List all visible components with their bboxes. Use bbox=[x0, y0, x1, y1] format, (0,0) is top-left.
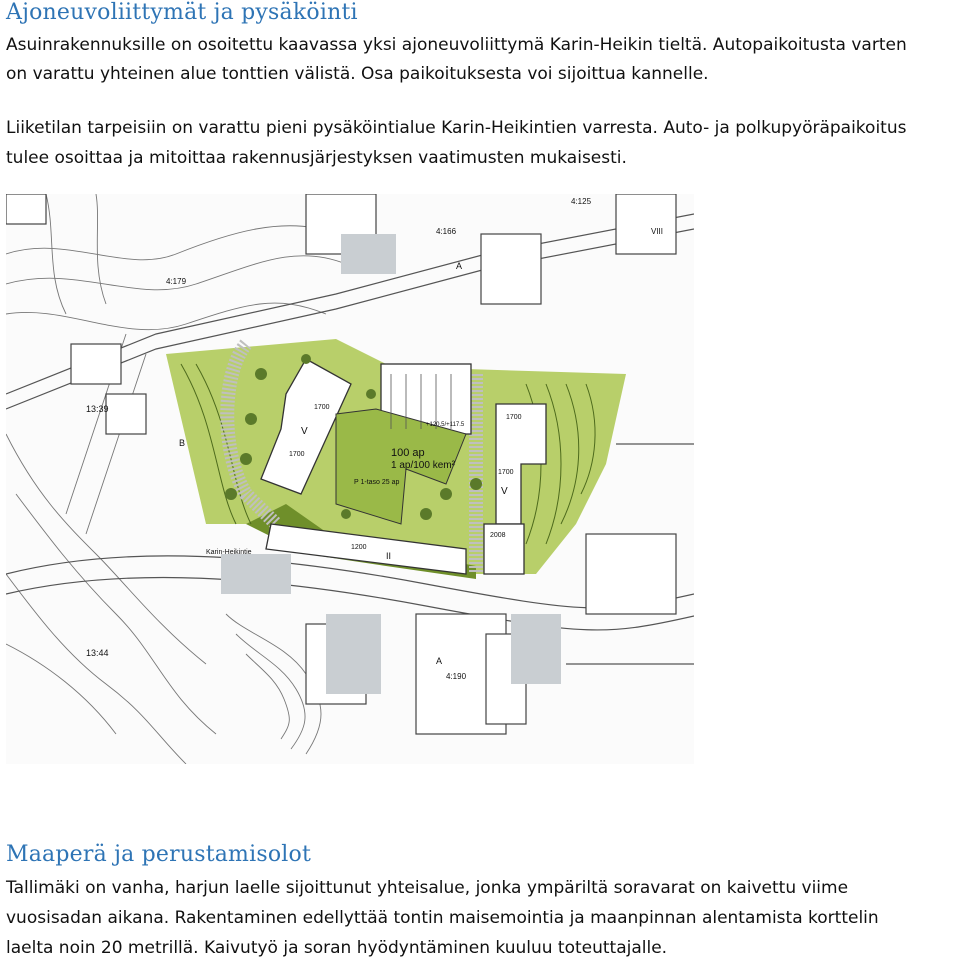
map-label-parking-total: 100 ap bbox=[391, 447, 425, 459]
paragraph-line: Tallimäki on vanha, harjun laelle sijoittunut yhteisalue, jonka ympäriltä soravarat on kaivettu viime bbox=[6, 878, 849, 898]
map-label-letter: A bbox=[436, 656, 443, 666]
map-label-road: Karin-Heikintie bbox=[206, 549, 252, 556]
map-label-building: 1700 bbox=[289, 451, 305, 458]
map-label-building: 1700 bbox=[498, 469, 514, 476]
map-label-floors: II bbox=[386, 551, 392, 561]
map-label-elevation: +120.5/+117.5 bbox=[426, 422, 465, 428]
site-plan-map bbox=[6, 194, 694, 764]
section-heading-parking: Ajoneuvoliittymät ja pysäköinti bbox=[6, 0, 358, 25]
map-label-lot: 4:166 bbox=[436, 227, 457, 236]
map-label-lot: 13:39 bbox=[86, 404, 109, 414]
paragraph-line: Asuinrakennuksille on osoitettu kaavassa yksi ajoneuvoliittymä Karin-Heikin tieltä. Autopaikoitusta varten bbox=[6, 35, 907, 55]
paragraph-line: tulee osoittaa ja mitoittaa rakennusjärjestyksen vaatimusten mukaisesti. bbox=[6, 148, 627, 168]
map-label-lot: 13:44 bbox=[86, 648, 109, 658]
paragraph-line: on varattu yhteinen alue tonttien välistä. Osa paikoituksesta voi sijoittua kannelle. bbox=[6, 64, 709, 84]
map-label-letter: A bbox=[456, 261, 463, 271]
map-label-building: 2008 bbox=[490, 532, 506, 539]
map-label-lot: 4:125 bbox=[571, 197, 592, 206]
map-label-deck-level: P 1-taso 25 ap bbox=[354, 479, 400, 486]
paragraph-line: laelta noin 20 metrillä. Kaivutyö ja soran hyödyntäminen kuuluu toteuttajalle. bbox=[6, 938, 668, 958]
section-heading-ground: Maaperä ja perustamisolot bbox=[6, 842, 312, 867]
map-label-building: 1200 bbox=[351, 544, 367, 551]
map-label-building: 1700 bbox=[506, 414, 522, 421]
map-label-lot: 4:190 bbox=[446, 672, 467, 681]
map-label-building: 1700 bbox=[314, 404, 330, 411]
paragraph-line: Liiketilan tarpeisiin on varattu pieni pysäköintialue Karin-Heikintien varresta. Auto- ja polkupyöräpaikoitus bbox=[6, 118, 907, 138]
map-label-floors: V bbox=[501, 486, 508, 497]
map-label-lot: 4:179 bbox=[166, 277, 187, 286]
map-label-letter: B bbox=[179, 438, 186, 448]
paragraph-line: vuosisadan aikana. Rakentaminen edellyttää tontin maisemointia ja maanpinnan alentamista korttelin bbox=[6, 908, 879, 928]
map-label-floors: V bbox=[301, 426, 308, 437]
map-label-parking-ratio: 1 ap/100 kem² bbox=[391, 460, 455, 471]
map-label-floors: VIII bbox=[651, 227, 664, 236]
